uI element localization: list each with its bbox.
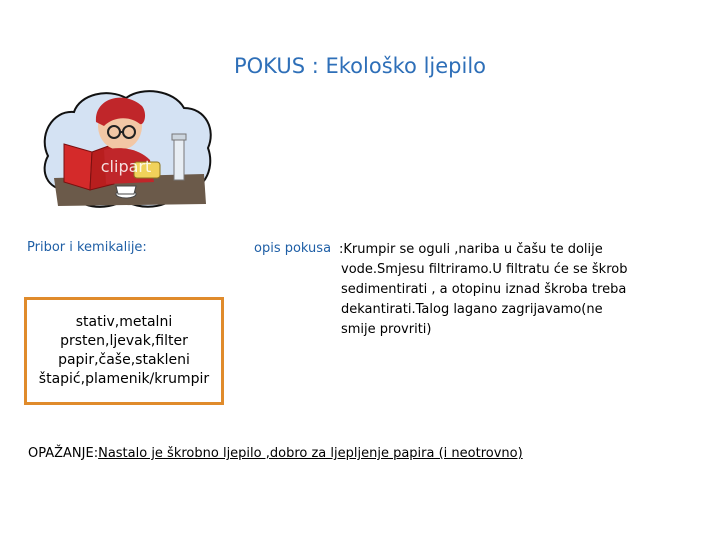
page-title: POKUS : Ekološko ljepilo [233, 54, 487, 78]
opazanje-text: Nastalo je škrobno ljepilo ,dobro za ljepljenje papira (i neotrovno) [98, 446, 523, 461]
scientist-reading-clipart [34, 86, 216, 212]
opis-text: :Krumpir se oguli ,nariba u čašu te dolije vode.Smjesu filtriramo.U filtratu će se škrob sedimentirati , a otopinu iznad škroba treba dekantirati.Talog lagano zagrijavamo(ne smije provriti) [339, 242, 628, 337]
pribor-items-text: stativ,metalni prsten,ljevak,filter papir,čaše,stakleni štapić,plamenik/krumpir [38, 314, 210, 387]
opazanje-line [28, 446, 708, 461]
pribor-label: Pribor i kemikalije: [27, 240, 147, 255]
opazanje-label: OPAŽANJE: [28, 446, 99, 461]
opis-label: opis pokusa [254, 241, 332, 256]
clipart-watermark: clipart [100, 157, 152, 176]
pribor-items-box [24, 297, 224, 405]
